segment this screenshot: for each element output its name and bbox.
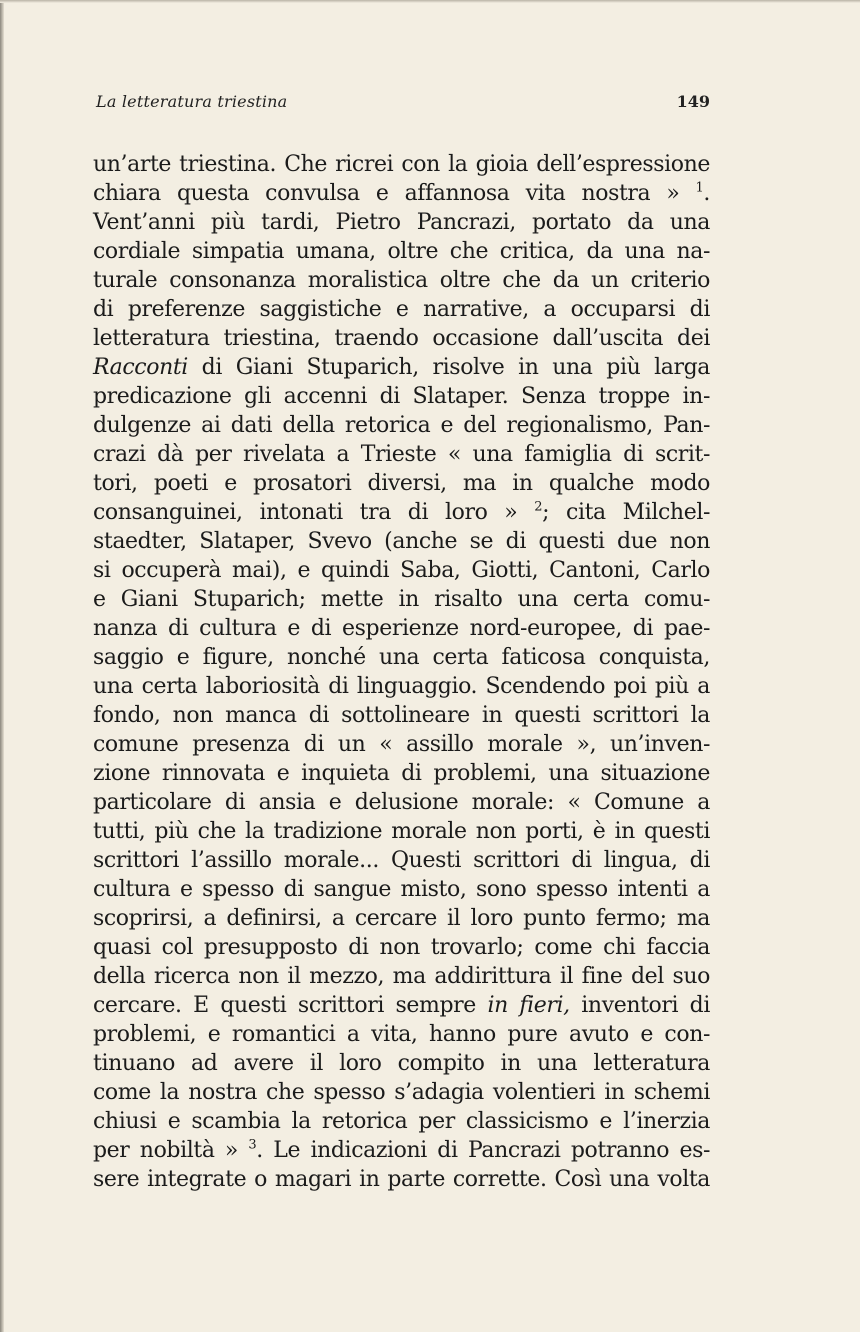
text-line: di preferenze saggistiche e narrative, a occuparsi di (93, 297, 710, 322)
text-line-part: ; cita Milchel- (542, 500, 710, 525)
text-line: e Giani Stuparich; mette in risalto una certa comu- (93, 587, 710, 612)
text-line: fondo, non manca di sottolineare in questi scrittori la (93, 703, 710, 728)
text-line-part: chiara questa convulsa e affannosa vita nostra » (93, 181, 696, 206)
text-line (93, 1136, 710, 1165)
text-line: turale consonanza moralistica oltre che da un criterio (93, 268, 710, 293)
text-line-part: di Giani Stuparich, risolve in una più larga (187, 355, 710, 380)
text-line: staedter, Slataper, Svevo (anche se di questi due non (93, 529, 710, 554)
text-line: chiusi e scambia la retorica per classicismo e l’inerzia (93, 1109, 710, 1134)
italic-title: Racconti (93, 355, 188, 380)
body-paragraph (93, 150, 710, 1194)
page-edge-shadow (0, 0, 4, 1332)
text-line: si occuperà mai), e quindi Saba, Giotti, Cantoni, Carlo (93, 558, 710, 583)
text-line: tutti, più che la tradizione morale non porti, è in questi (93, 819, 710, 844)
text-line-part: per nobiltà » (93, 1138, 249, 1163)
text-line: predicazione gli accenni di Slataper. Senza troppe in- (93, 384, 710, 409)
text-line: quasi col presupposto di non trovarlo; come chi faccia (93, 935, 710, 960)
text-line: cordiale simpatia umana, oltre che critica, da una na- (93, 239, 710, 264)
text-line: comune presenza di un « assillo morale », un’inven- (93, 732, 710, 757)
text-line-part: consanguinei, intonati tra di loro » (93, 500, 535, 525)
text-line: sere integrate o magari in parte corrette. Così una volta (93, 1167, 710, 1192)
text-line (93, 991, 710, 1020)
text-line-part: . Le indicazioni di Pancrazi potranno es- (256, 1138, 710, 1163)
text-line: dulgenze ai dati della retorica e del regionalismo, Pan- (93, 413, 710, 438)
text-line: scrittori l’assillo morale... Questi scrittori di lingua, di (93, 848, 710, 873)
text-line: scoprirsi, a definirsi, a cercare il loro punto fermo; ma (93, 906, 710, 931)
text-line (93, 179, 710, 208)
text-line: nanza di cultura e di esperienze nord-europee, di pae- (93, 616, 710, 641)
text-line: tinuano ad avere il loro compito in una letteratura (93, 1051, 710, 1076)
text-line: un’arte triestina. Che ricrei con la gioia dell’espressione (93, 152, 710, 177)
text-line: tori, poeti e prosatori diversi, ma in qualche modo (93, 471, 710, 496)
page-top-edge (0, 0, 860, 3)
page-number: 149 (676, 92, 710, 111)
page-header (96, 92, 710, 120)
text-line: come la nostra che spesso s’adagia volentieri in schemi (93, 1080, 710, 1105)
text-line (93, 353, 710, 382)
text-line: una certa laboriosità di linguaggio. Scendendo poi più a (93, 674, 710, 699)
text-line: saggio e figure, nonché una certa faticosa conquista, (93, 645, 710, 670)
text-line: Vent’anni più tardi, Pietro Pancrazi, portato da una (93, 210, 710, 235)
text-line: problemi, e romantici a vita, hanno pure avuto e con- (93, 1022, 710, 1047)
text-line-part: cercare. E questi scrittori sempre (93, 993, 488, 1018)
text-line-part: inventori di (569, 993, 711, 1018)
footnote-marker: 3 (248, 1137, 257, 1153)
text-line (93, 498, 710, 527)
text-line-part: . (703, 181, 710, 206)
text-line: particolare di ansia e delusione morale: « Comune a (93, 790, 710, 815)
text-line: zione rinnovata e inquieta di problemi, una situazione (93, 761, 710, 786)
footnote-marker: 2 (534, 499, 543, 515)
italic-phrase: in fieri, (487, 993, 570, 1018)
text-line: crazi dà per rivelata a Trieste « una famiglia di scrit- (93, 442, 710, 467)
text-line: della ricerca non il mezzo, ma addirittura il fine del suo (93, 964, 710, 989)
footnote-marker: 1 (695, 180, 704, 196)
running-head: La letteratura triestina (96, 92, 288, 111)
text-line: cultura e spesso di sangue misto, sono spesso intenti a (93, 877, 710, 902)
text-line: letteratura triestina, traendo occasione dall’uscita dei (93, 326, 710, 351)
